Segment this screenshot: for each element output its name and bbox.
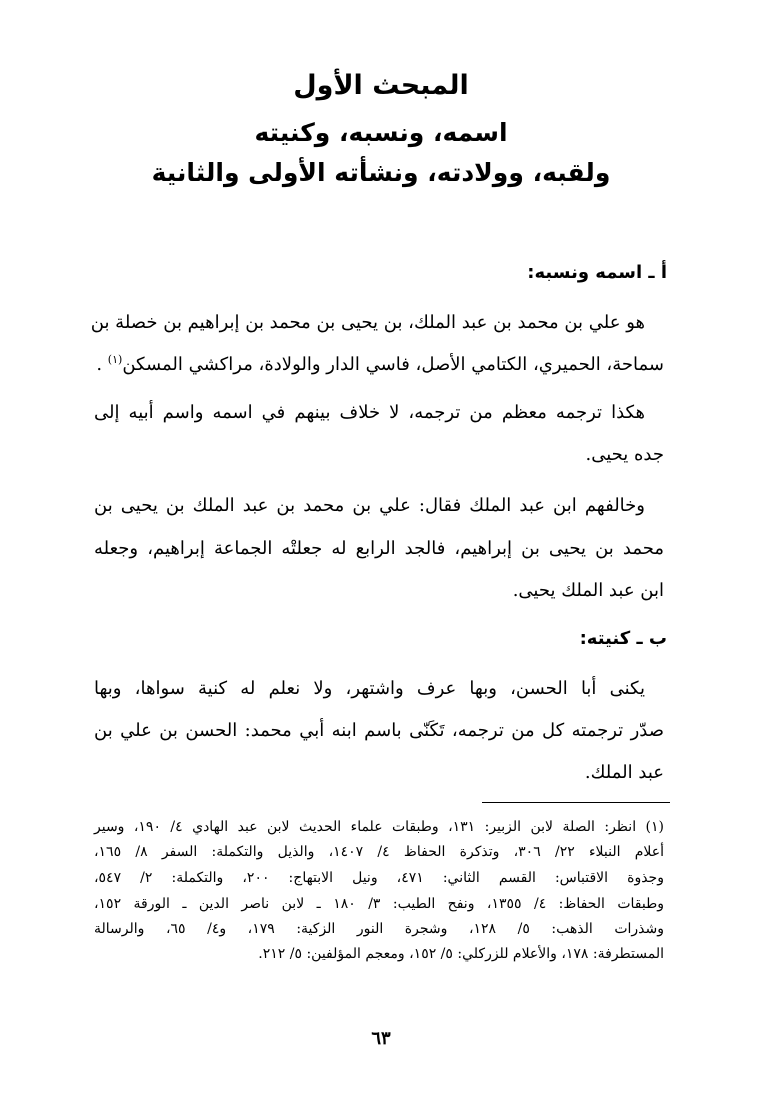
paragraph-3-line-3: ابن عبد الملك يحيى. (512, 580, 664, 601)
paragraph-3-line-1: وخالفهم ابن عبد الملك فقال: علي بن محمد بن عبد الملك بن يحيى بن (94, 495, 645, 516)
footnote-line-2: أعلام النبلاء ٢٢/ ٣٠٦، وتذكرة الحفاظ ٤/ ١٤٠٧، والذيل والتكملة: السفر ٨/ ١٦٥، (94, 844, 665, 860)
footnote-line-4: وطبقات الحفاظ: ٤/ ١٣٥٥، ونفح الطيب: ٣/ ١٨٠ ـ لابن ناصر الدين ـ الورقة ١٥٢، (94, 896, 664, 912)
section-heading-name: أ ـ اسمه ونسبه: (527, 262, 667, 283)
paragraph-4-line-2: صدّر ترجمته كل من ترجمه، تَكَنّى باسم ابنه أبي محمد: الحسن بن علي بن (94, 720, 664, 741)
chapter-subtitle-line-2: ولقبه، وولادته، ونشأته الأولى والثانية (151, 158, 611, 187)
paragraph-1-line-2-text: سماحة، الحميري، الكتامي الأصل، فاسي الدار والولادة، مراكشي المسكن (122, 354, 664, 375)
paragraph-4-line-3: عبد الملك. (584, 762, 664, 783)
paragraph-1-line-1: هو علي بن محمد بن عبد الملك، بن يحيى بن محمد بن إبراهيم بن خصلة بن (90, 312, 645, 333)
paragraph-1-line-2-end: . (96, 354, 108, 375)
footnote-line-5: وشذرات الذهب: ٥/ ١٢٨، وشجرة النور الزكية: ١٧٩، و٤/ ٦٥، والرسالة (94, 921, 664, 937)
page-number: ٦٣ (371, 1028, 391, 1049)
paragraph-4-line-1: يكنى أبا الحسن، وبها عرف واشتهر، ولا نعلم له كنية سواها، وبها (94, 678, 645, 699)
footnote-line-6: المستطرفة: ١٧٨، والأعلام للزركلي: ٥/ ١٥٢، ومعجم المؤلفين: ٥/ ٢١٢. (258, 946, 664, 962)
paragraph-2-line-1: هكذا ترجمه معظم من ترجمه، لا خلاف بينهم في اسمه واسم أبيه إلى (94, 402, 645, 423)
footnote-divider (482, 802, 670, 803)
chapter-subtitle-line-1: اسمه، ونسبه، وكنيته (254, 118, 508, 147)
section-heading-kunya: ب ـ كنيته: (579, 628, 667, 649)
chapter-title: المبحث الأول (293, 70, 469, 101)
paragraph-3-line-2: محمد بن يحيى بن إبراهيم، فالجد الرابع له جعلتْه الجماعة إبراهيم، وجعله (94, 538, 664, 559)
footnote-line-1: (١) انظر: الصلة لابن الزبير: ١٣١، وطبقات علماء الحديث لابن عبد الهادي ٤/ ١٩٠، وسير (94, 819, 664, 835)
paragraph-1-line-2 (94, 354, 664, 374)
footnote-reference: (١) (107, 353, 123, 366)
footnote-line-3: وجذوة الاقتباس: القسم الثاني: ٤٧١، ونيل الابتهاج: ٢٠٠، والتكملة: ٢/ ٥٤٧، (94, 870, 664, 886)
paragraph-2-line-2: جده يحيى. (585, 444, 664, 465)
